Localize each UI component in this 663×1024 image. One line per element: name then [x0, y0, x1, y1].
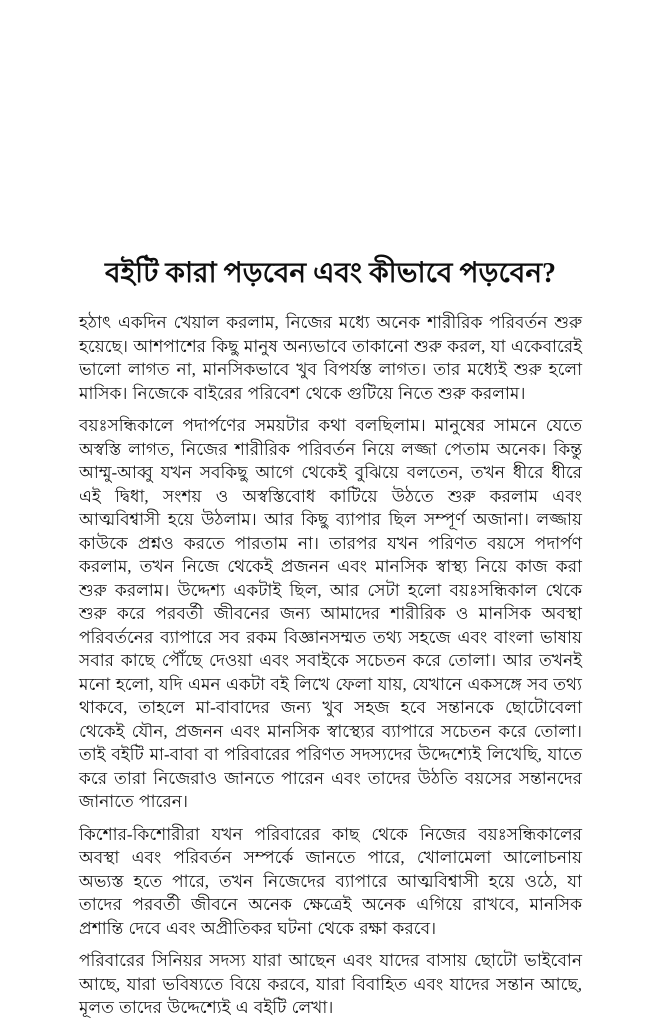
paragraph-2: বয়ঃসন্ধিকালে পদার্পণের সময়টার কথা বলছিলাম। মানুষের সামনে যেতে অস্বস্তি লাগত, নিজের শারীরিক পরিবর্তন নিয়ে লজ্জা পেতাম অনেক। কিন্তু আম্মু-আব্বু যখন সবকিছু আগে থেকেই বুঝিয়ে বলতেন, তখন ধীরে ধীরে এই দ্বিধা, সংশয় ও অস্বস্তিবোধ কাটিয়ে উঠতে শুরু করলাম এবং আত্মবিশ্বাসী হয়ে উঠলাম। আর কিছু ব্যাপার ছিল সম্পূর্ণ অজানা। লজ্জায় কাউকে প্রশ্নও করতে পারতাম না। তারপর যখন পরিণত বয়সে পদার্পণ করলাম, তখন নিজে থেকেই প্রজনন এবং মানসিক স্বাস্থ্য নিয়ে কাজ করা শুরু করলাম। উদ্দেশ্য একটাই ছিল, আর সেটা হলো বয়ঃসন্ধিকাল থেকে শুরু করে পরবর্তী জীবনের জন্য আমাদের শারীরিক ও মানসিক অবস্থা পরিবর্তনের ব্যাপারে সব রকম বিজ্ঞানসম্মত তথ্য সহজে এবং বাংলা ভাষায় সবার কাছে পৌঁছে দেওয়া এবং সবাইকে সচেতন করে তোলা। আর তখনই মনো হলো, যদি এমন একটা বই লিখে ফেলা যায়, যেখানে একসঙ্গে সব তথ্য থাকবে, তাহলে মা-বাবাদের জন্য খুব সহজ হবে সন্তানকে ছোটোবেলা থেকেই যৌন, প্রজনন এবং মানসিক স্বাস্থ্যের ব্যাপারে সচেতন করে তোলা। তাই বইটি মা-বাবা বা পরিবারের পরিণত সদস্যদের উদ্দেশ্যেই লিখেছি, যাতে করে তারা নিজেরাও জানতে পারেন এবং তাদের উঠতি বয়সের সন্তানদের জানাতে পারেন। — [79, 416, 582, 811]
paragraph-1: হঠাৎ একদিন খেয়াল করলাম, নিজের মধ্যে অনেক শারীরিক পরিবর্তন শুরু হয়েছে। আশপাশের কিছু মানুষ অন্যভাবে তাকানো শুরু করল, যা একেবারেই ভালো লাগত না, মানসিকভাবে খুব বিপর্যস্ত লাগত। তার মধ্যেই শুরু হলো মাসিক। নিজেকে বাইরের পরিবেশ থেকে গুটিয়ে নিতে শুরু করলাম। — [79, 313, 582, 403]
paragraph-4: পরিবারের সিনিয়র সদস্য যারা আছেন এবং যাদের বাসায় ছোটো ভাইবোন আছে, যারা ভবিষ্যতে বিয়ে করবে, যারা বিবাহিত এবং যাদের সন্তান আছে, মূলত তাদের উদ্দেশ্যেই এ বইটি লেখা। — [79, 951, 582, 1017]
paragraph-3: কিশোর-কিশোরীরা যখন পরিবারের কাছ থেকে নিজের বয়ঃসন্ধিকালের অবস্থা এবং পরিবর্তন সম্পর্কে জানতে পারে, খোলামেলা আলোচনায় অভ্যস্ত হতে পারে, তখন নিজেদের ব্যাপারে আত্মবিশ্বাসী হয়ে ওঠে, যা তাদের পরবর্তী জীবনে অনেক ক্ষেত্রেই অনেক এগিয়ে রাখবে, মানসিক প্রশান্তি দেবে এবং অপ্রীতিকর ঘটনা থেকে রক্ষা করবে। — [79, 824, 582, 938]
page-title: বইটি কারা পড়বেন এবং কীভাবে পড়বেন? — [104, 258, 557, 289]
body-text — [79, 311, 582, 1020]
